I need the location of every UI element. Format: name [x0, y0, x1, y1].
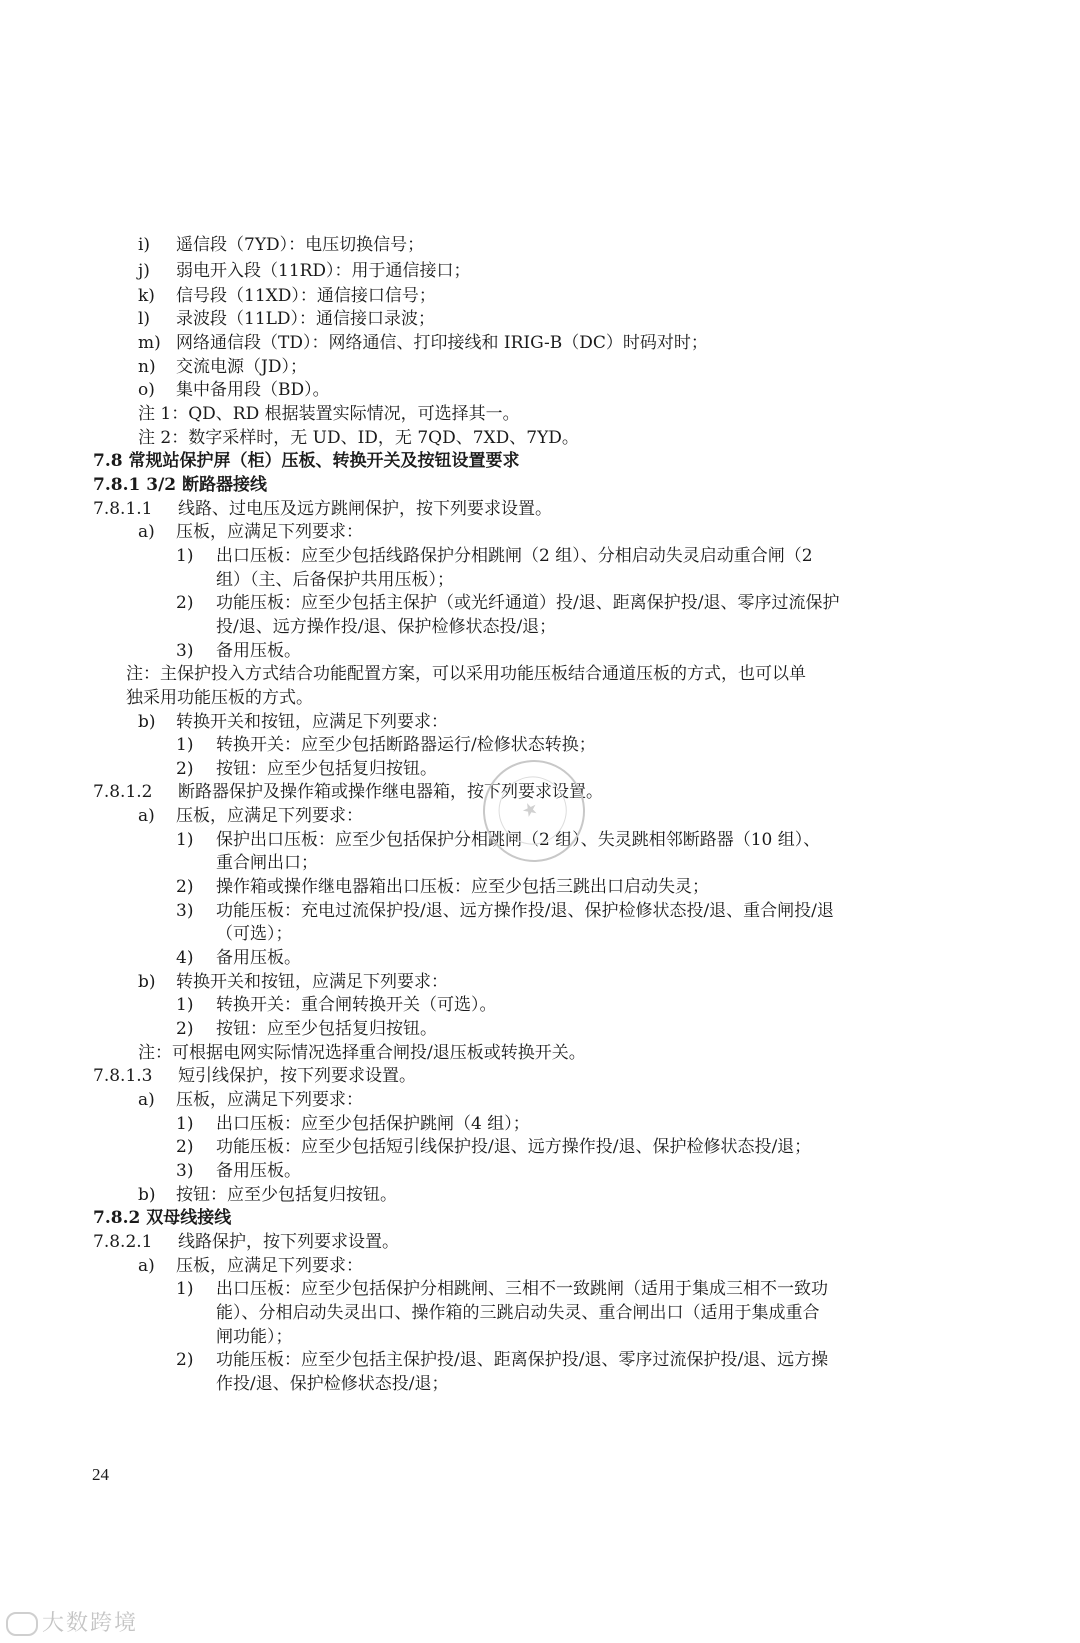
list-item: a) 压板，应满足下列要求：: [138, 806, 363, 826]
list-item: 1) 出口压板：应至少包括保护跳闸（4 组）；: [176, 1114, 530, 1134]
section-heading: 7.8 常规站保护屏（柜）压板、转换开关及按钮设置要求: [93, 451, 520, 471]
list-item: a) 压板，应满足下列要求：: [138, 1090, 363, 1110]
list-item: b) 转换开关和按钮，应满足下列要求：: [138, 972, 448, 992]
watermark-logo-icon: [6, 1612, 38, 1636]
list-item: 1) 转换开关：重合闸转换开关（可选）。: [176, 995, 497, 1015]
list-item: j) 弱电开入段（11RD）：用于通信接口；: [138, 261, 471, 281]
faint-seal-stamp: ★: [466, 743, 602, 879]
list-item: 1) 出口压板：应至少包括保护分相跳闸、三相不一致跳闸（适用于集成三相不一致功: [176, 1279, 828, 1299]
list-item: 1) 转换开关：应至少包括断路器运行/检修状态转换；: [176, 735, 596, 755]
list-item-continuation: 闸功能）；: [216, 1327, 293, 1347]
list-item: 2) 按钮：应至少包括复归按钮。: [176, 759, 437, 779]
list-item: 1) 出口压板：应至少包括线路保护分相跳闸（2 组）、分相启动失灵启动重合闸（2: [176, 546, 813, 566]
list-item: 4) 备用压板。: [176, 948, 301, 968]
list-item: 2) 功能压板：应至少包括主保护投/退、距离保护投/退、零序过流保护投/退、远方操: [176, 1350, 829, 1370]
list-item: b) 转换开关和按钮，应满足下列要求：: [138, 712, 448, 732]
list-item: l) 录波段（11LD）：通信接口录波；: [138, 309, 436, 329]
list-item: a) 压板，应满足下列要求：: [138, 522, 363, 542]
note-text: 注 2：数字采样时，无 UD、ID，无 7QD、7XD、7YD。: [138, 428, 579, 448]
list-item: n) 交流电源（JD）；: [138, 357, 307, 377]
list-item-continuation: 投/退、远方操作投/退、保护检修状态投/退；: [216, 617, 557, 637]
list-item: o) 集中备用段（BD）。: [138, 380, 330, 400]
note-text: 独采用功能压板的方式。: [126, 688, 313, 708]
list-item: 3) 功能压板：充电过流保护投/退、远方操作投/退、保护检修状态投/退、重合闸投/退: [176, 901, 834, 921]
list-item-continuation: 能）、分相启动失灵出口、操作箱的三跳启动失灵、重合闸出口（适用于集成重合: [216, 1303, 820, 1323]
list-item: 1) 保护出口压板：应至少包括保护分相跳闸（2 组）、失灵跳相邻断路器（10 组）、: [176, 830, 821, 850]
clause: 7.8.1.2 断路器保护及操作箱或操作继电器箱，按下列要求设置。: [93, 782, 603, 802]
list-item: m) 网络通信段（TD）：网络通信、打印接线和 IRIG-B（DC）时码对时；: [138, 333, 708, 353]
subsection-heading: 7.8.1 3/2 断路器接线: [93, 475, 268, 495]
list-item-continuation: 组）（主、后备保护共用压板）；: [216, 570, 454, 590]
watermark: 大数跨境: [6, 1606, 138, 1637]
subsection-heading: 7.8.2 双母线接线: [93, 1208, 232, 1228]
list-item: 2) 功能压板：应至少包括主保护（或光纤通道）投/退、距离保护投/退、零序过流保护: [176, 593, 840, 613]
list-item: 3) 备用压板。: [176, 1161, 301, 1181]
list-item: 2) 按钮：应至少包括复归按钮。: [176, 1019, 437, 1039]
list-item: 2) 功能压板：应至少包括短引线保护投/退、远方操作投/退、保护检修状态投/退；: [176, 1137, 812, 1157]
note-text: 注 1：QD、RD 根据装置实际情况，可选择其一。: [138, 404, 520, 424]
note-text: 注：可根据电网实际情况选择重合闸投/退压板或转换开关。: [138, 1043, 586, 1063]
list-item-continuation: 重合闸出口；: [216, 853, 318, 873]
list-item-continuation: （可选）；: [216, 924, 293, 944]
list-item: a) 压板，应满足下列要求：: [138, 1256, 363, 1276]
list-item: 2) 操作箱或操作继电器箱出口压板：应至少包括三跳出口启动失灵；: [176, 877, 709, 897]
list-item: b) 按钮：应至少包括复归按钮。: [138, 1185, 397, 1205]
clause: 7.8.2.1 线路保护，按下列要求设置。: [93, 1232, 399, 1252]
page-number: 24: [92, 1465, 109, 1484]
list-item: 3) 备用压板。: [176, 641, 301, 661]
list-item: i) 遥信段（7YD）：电压切换信号；: [138, 235, 425, 255]
clause: 7.8.1.3 短引线保护，按下列要求设置。: [93, 1066, 416, 1086]
clause: 7.8.1.1 线路、过电压及远方跳闸保护，按下列要求设置。: [93, 499, 552, 519]
list-item-continuation: 作投/退、保护检修状态投/退；: [216, 1374, 449, 1394]
list-item: k) 信号段（11XD）：通信接口信号；: [138, 286, 436, 306]
note-text: 注：主保护投入方式结合功能配置方案，可以采用功能压板结合通道压板的方式，也可以单: [126, 664, 806, 684]
